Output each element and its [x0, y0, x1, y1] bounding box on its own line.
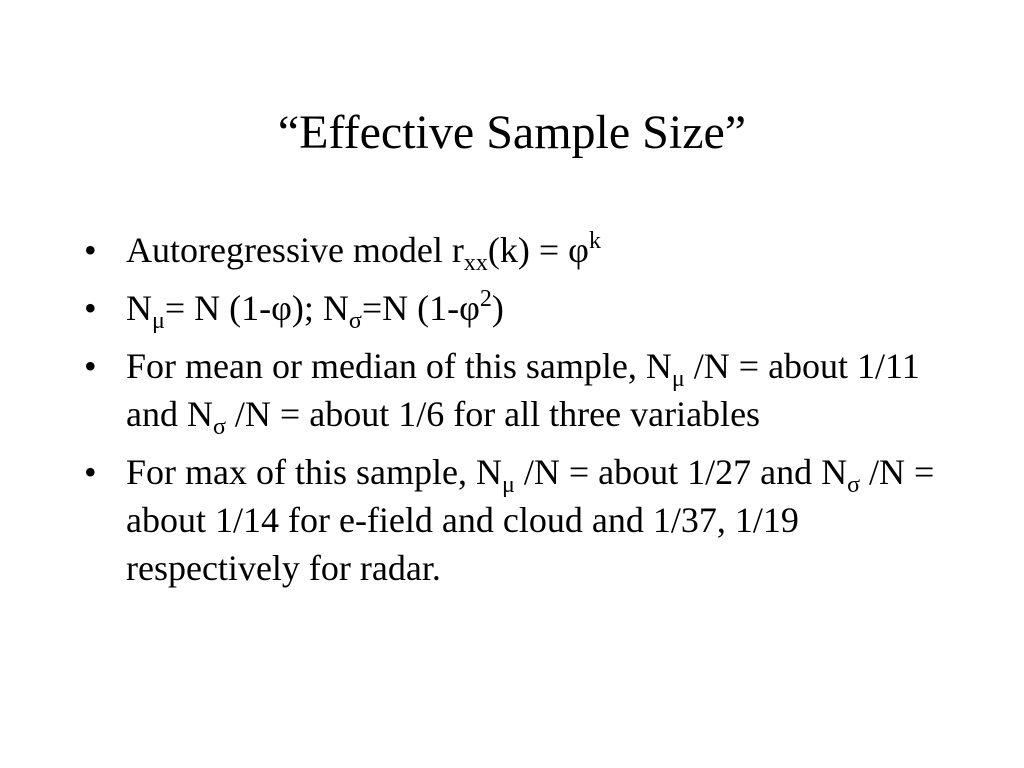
bullet-text [126, 228, 601, 276]
slide-title: “Effective Sample Size” [277, 106, 747, 159]
superscript: k [588, 228, 601, 254]
bullet-item-effective-n-formulas [84, 284, 964, 332]
subscript: μ [152, 308, 165, 334]
subscript: σ [212, 414, 226, 440]
bullet-item-max [84, 448, 964, 592]
bullet-item-autoregressive-model [84, 226, 964, 274]
text-segment: (k) = φ [487, 230, 589, 270]
bullet-marker: • [84, 288, 97, 328]
subscript: σ [847, 472, 861, 498]
text-segment: For max of this sample, N [126, 452, 502, 492]
text-segment: ) [491, 288, 504, 328]
text-segment: N [126, 288, 152, 328]
bullet-marker: • [84, 230, 97, 270]
text-segment: /N = about 1/11 and N [126, 346, 920, 434]
bullet-marker: • [84, 346, 97, 386]
bullet-item-mean-median [84, 342, 964, 438]
superscript: 2 [479, 286, 492, 312]
text-segment: /N = about 1/27 and N [514, 452, 848, 492]
subscript: xx [463, 250, 488, 276]
text-segment: Autoregressive model r [126, 230, 464, 270]
subscript: σ [348, 308, 362, 334]
bullet-text [126, 346, 920, 440]
bullet-text [126, 286, 504, 334]
text-segment: /N = about 1/6 for all three variables [225, 394, 761, 434]
text-segment: =N (1-φ [361, 288, 480, 328]
text-segment: = N (1-φ); N [164, 288, 349, 328]
subscript: μ [671, 366, 685, 392]
bullet-text [126, 452, 934, 588]
bullet-list [84, 226, 964, 602]
text-segment: /N = about 1/14 for e-field and cloud and 1/37, 1/19 respectively for radar. [126, 452, 935, 588]
bullet-marker: • [84, 452, 97, 492]
text-segment: For mean or median of this sample, N [126, 346, 672, 386]
subscript: μ [501, 472, 515, 498]
